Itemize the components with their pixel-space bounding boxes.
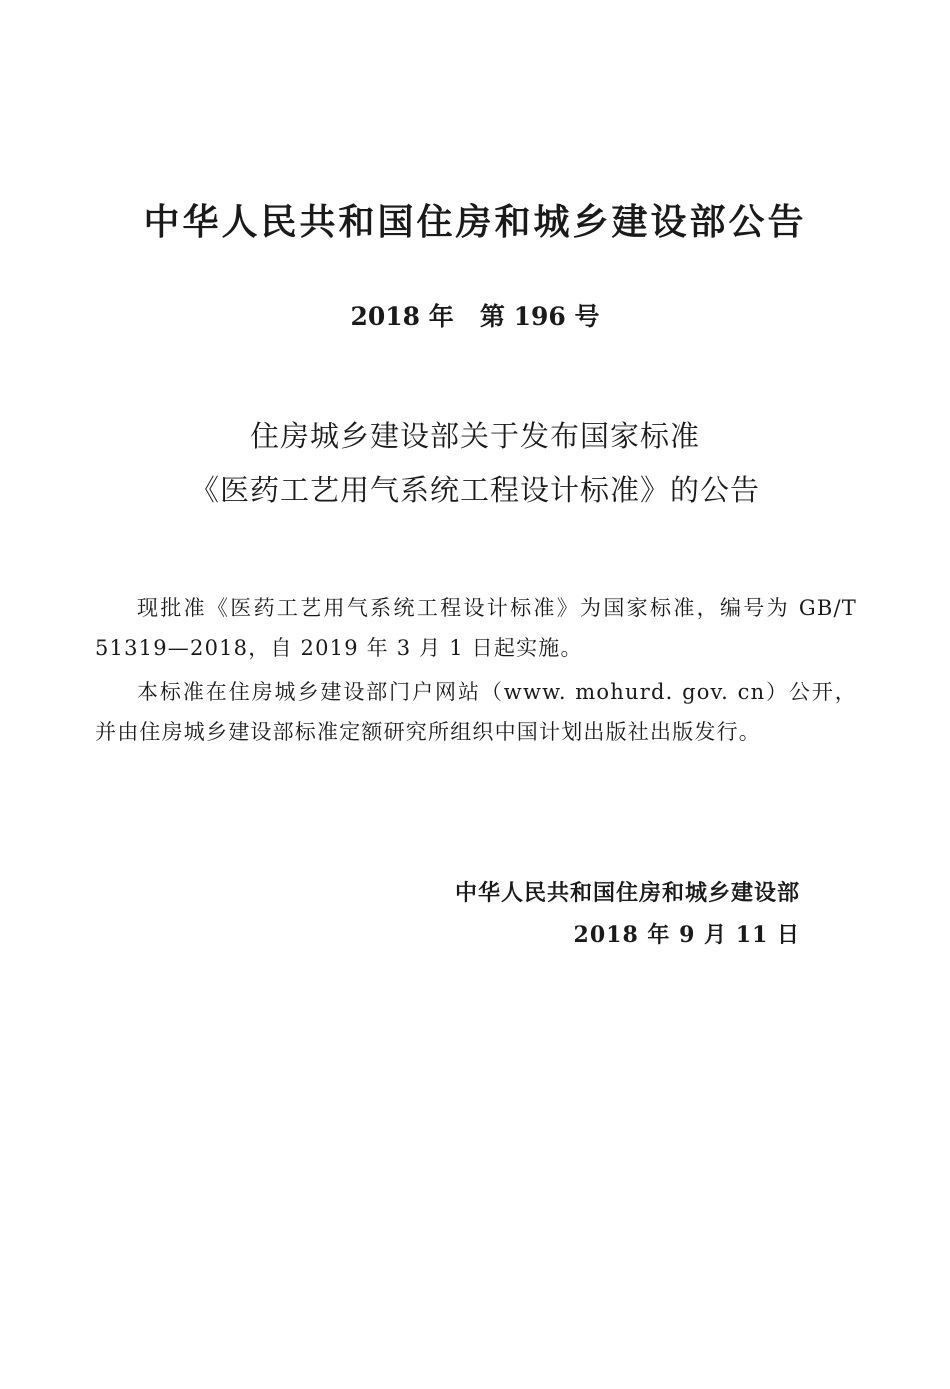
announcement-title-line2: 《医药工艺用气系统工程设计标准》的公告 [189, 473, 760, 507]
publication-paragraph: 本标准在住房城乡建设部门户网站（www. mohurd. gov. cn）公开，并由住房城乡建设部标准定额研究所组织中国计划出版社出版发行。 [95, 680, 857, 744]
announcement-header: 中华人民共和国住房和城乡建设部公告 [143, 202, 807, 243]
issue-number: 2018 年 第 196 号 [350, 302, 600, 331]
body-paragraph-2 [95, 672, 857, 752]
signature-date: 2018 年 9 月 11 日 [573, 922, 800, 948]
approval-paragraph: 现批准《医药工艺用气系统工程设计标准》为国家标准，编号为 GB/T 51319—2018，自 2019 年 3 月 1 日起实施。 [95, 596, 857, 660]
body-paragraph-1 [95, 588, 857, 668]
signature-organization: 中华人民共和国住房和城乡建设部 [454, 881, 800, 906]
announcement-title-line1: 住房城乡建设部关于发布国家标准 [249, 419, 700, 453]
